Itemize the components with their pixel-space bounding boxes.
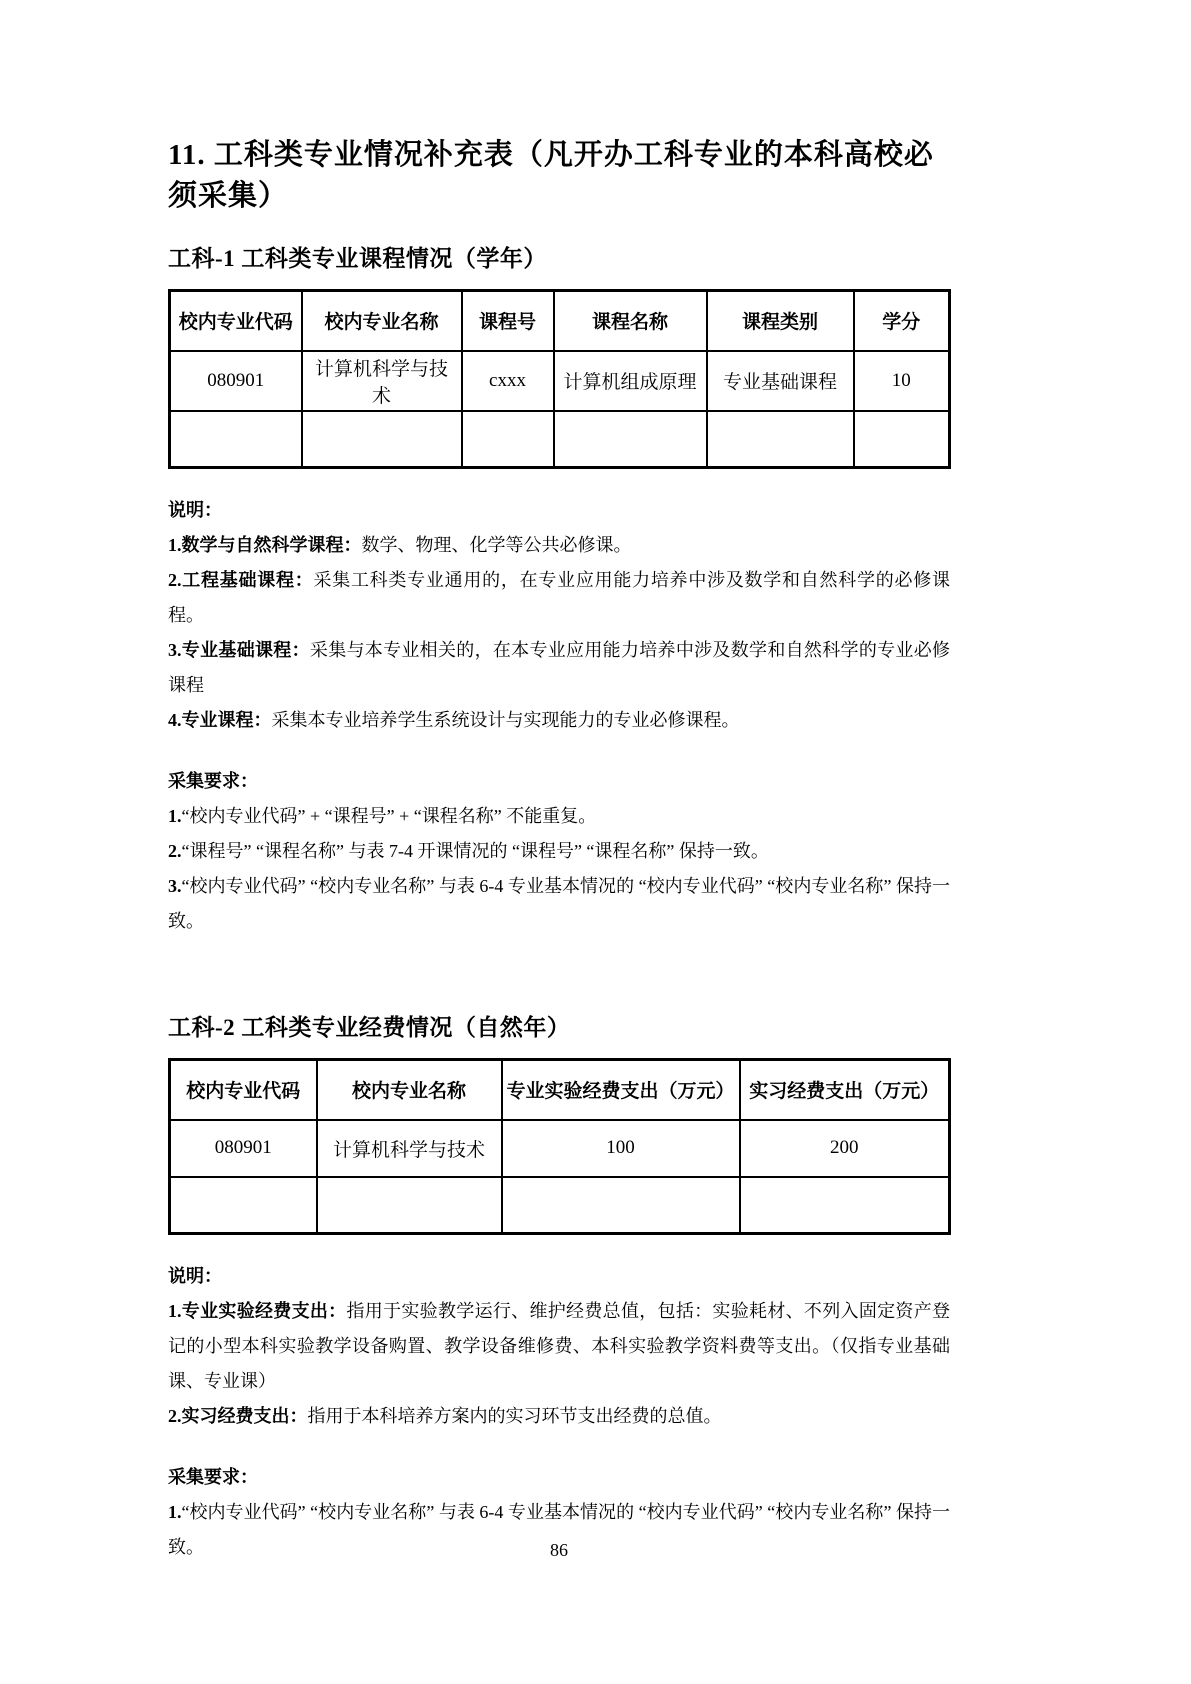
note-text: 数学、物理、化学等公共必修课。	[361, 535, 632, 555]
table-header-cell: 校内专业代码	[170, 1060, 317, 1120]
funding-table	[168, 1058, 951, 1235]
table-cell: 10	[854, 351, 950, 411]
table-row	[170, 1177, 950, 1234]
table-header-row	[170, 291, 950, 351]
table-cell	[170, 1177, 317, 1234]
note-term: 1.数学与自然科学课程：	[168, 535, 362, 555]
table-header-row	[170, 1060, 950, 1120]
table-header-cell: 专业实验经费支出（万元）	[502, 1060, 740, 1120]
note-term: 2.实习经费支出：	[168, 1406, 308, 1426]
table-cell	[170, 411, 302, 468]
section1-heading: 工科-1 工科类专业课程情况（学年）	[168, 246, 547, 271]
requirement-number: 2.	[168, 841, 182, 861]
notes-label: 说明：	[168, 1266, 222, 1286]
table-row	[170, 1120, 950, 1177]
table-cell: 100	[502, 1120, 740, 1177]
requirement-number: 3.	[168, 876, 182, 896]
note-text: 采集本专业培养学生系统设计与实现能力的专业必修课程。	[271, 710, 740, 730]
table-header-cell: 校内专业代码	[170, 291, 302, 351]
table-cell	[302, 411, 462, 468]
note-item	[168, 633, 950, 703]
table-cell	[740, 1177, 950, 1234]
note-term: 4.专业课程：	[168, 710, 272, 730]
note-item	[168, 1294, 950, 1399]
page-title: 11. 工科类专业情况补充表（凡开办工科专业的本科高校必须采集）	[168, 139, 934, 212]
requirement-text: “校内专业代码” + “课程号” + “课程名称” 不能重复。	[181, 806, 597, 826]
table-header-cell: 校内专业名称	[317, 1060, 502, 1120]
table-cell	[317, 1177, 502, 1234]
note-term: 3.专业基础课程：	[168, 640, 310, 660]
note-item	[168, 703, 950, 738]
note-term: 2.工程基础课程：	[168, 570, 314, 590]
table-header-cell: 实习经费支出（万元）	[740, 1060, 950, 1120]
table-row	[170, 411, 950, 468]
section2-heading: 工科-2 工科类专业经费情况（自然年）	[168, 1015, 571, 1040]
table-cell: 080901	[170, 351, 302, 411]
table-cell	[502, 1177, 740, 1234]
table-cell: 080901	[170, 1120, 317, 1177]
requirement-text: “校内专业代码” “校内专业名称” 与表 6-4 专业基本情况的 “校内专业代码” “校内专业名称” 保持一致。	[168, 1502, 950, 1557]
table-cell: 计算机科学与技术	[302, 351, 462, 411]
requirement-text: “校内专业代码” “校内专业名称” 与表 6-4 专业基本情况的 “校内专业代码” “校内专业名称” 保持一致。	[168, 876, 950, 931]
table-cell	[707, 411, 854, 468]
table-cell: 专业基础课程	[707, 351, 854, 411]
requirement-number: 1.	[168, 806, 182, 826]
table-header-cell: 课程名称	[554, 291, 707, 351]
note-item	[168, 563, 950, 633]
requirement-item	[168, 834, 950, 869]
table-header-cell: 课程类别	[707, 291, 854, 351]
note-text: 指用于实验教学运行、维护经费总值，包括：实验耗材、不列入固定资产登记的小型本科实验教学设备购置、教学设备维修费、本科实验教学资料费等支出。（仅指专业基础课、专业课）	[168, 1301, 951, 1391]
requirements-label: 采集要求：	[168, 771, 258, 791]
table-header-cell: 学分	[854, 291, 950, 351]
note-term: 1.专业实验经费支出：	[168, 1301, 347, 1321]
note-text: 指用于本科培养方案内的实习环节支出经费的总值。	[307, 1406, 722, 1426]
course-table	[168, 289, 951, 469]
requirement-number: 1.	[168, 1502, 182, 1522]
table-row	[170, 351, 950, 411]
note-text: 采集工科类专业通用的，在专业应用能力培养中涉及数学和自然科学的必修课程。	[168, 570, 950, 625]
table-header-cell: 校内专业名称	[302, 291, 462, 351]
page-number: 86	[550, 1540, 568, 1560]
note-item	[168, 1399, 950, 1434]
note-item	[168, 528, 950, 563]
requirement-item	[168, 799, 950, 834]
table-cell	[554, 411, 707, 468]
note-text: 采集与本专业相关的，在本专业应用能力培养中涉及数学和自然科学的专业必修课程	[168, 640, 951, 695]
table-header-cell: 课程号	[462, 291, 554, 351]
requirement-text: “课程号” “课程名称” 与表 7-4 开课情况的 “课程号” “课程名称” 保持一致。	[181, 841, 769, 861]
table-cell: cxxx	[462, 351, 554, 411]
table-cell: 计算机组成原理	[554, 351, 707, 411]
table-cell: 计算机科学与技术	[317, 1120, 502, 1177]
document-page	[168, 0, 950, 1565]
notes-label: 说明：	[168, 500, 222, 520]
table-cell	[854, 411, 950, 468]
table-cell	[462, 411, 554, 468]
requirements-label: 采集要求：	[168, 1467, 258, 1487]
requirement-item	[168, 869, 950, 939]
table-cell: 200	[740, 1120, 950, 1177]
